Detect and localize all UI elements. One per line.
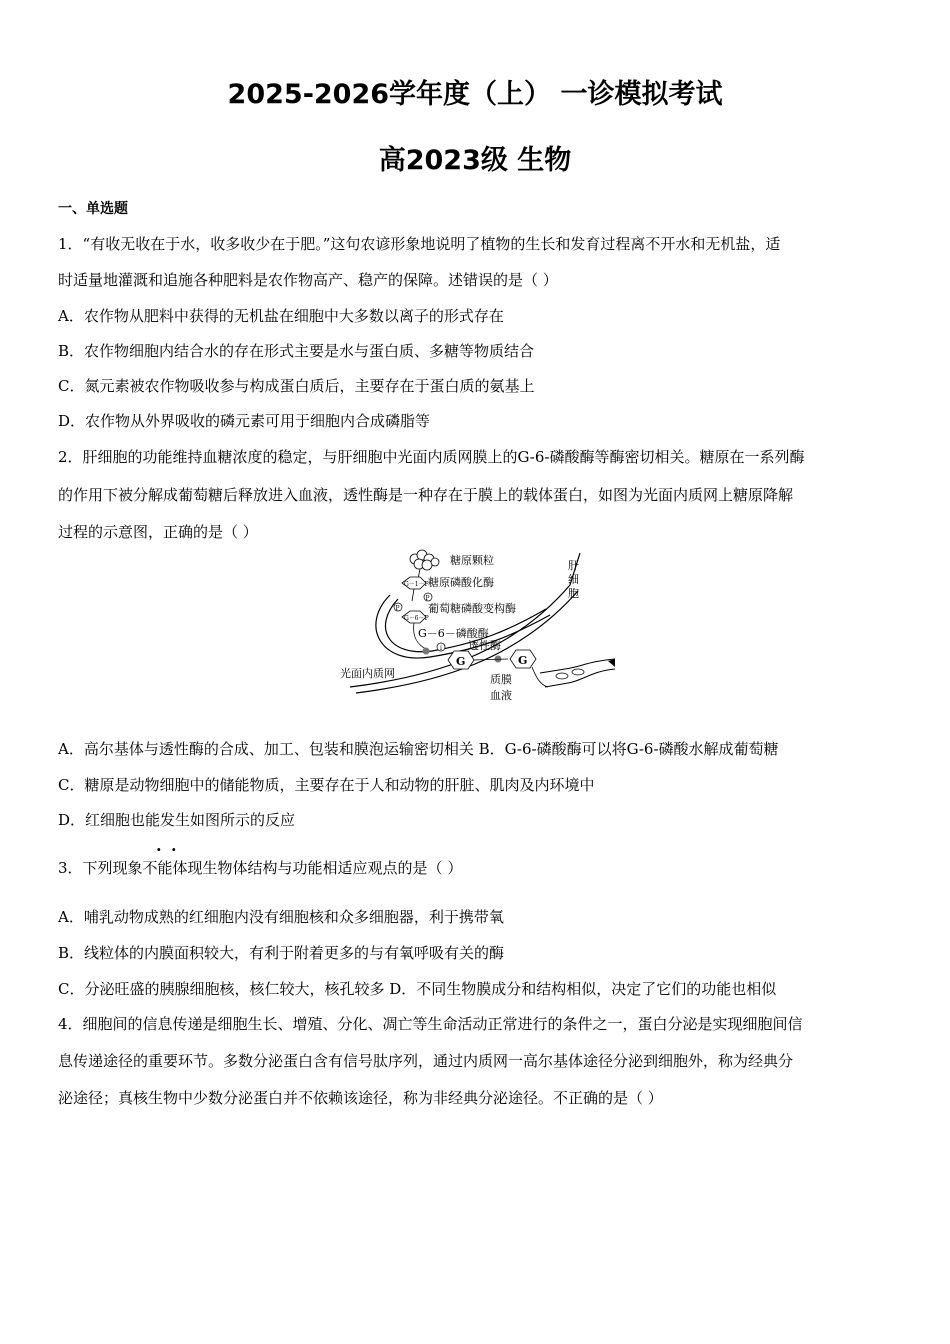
label-permease: 透性酶	[468, 639, 501, 652]
emphasis-dot: ·	[156, 840, 162, 859]
glycogen-degradation-figure	[340, 545, 620, 705]
q1-option-c: C．氮元素被农作物吸收参与构成蛋白质后，主要存在于蛋白质的氨基上	[58, 377, 535, 395]
q3-stem: 3．下列现象不能体现生物体结构与功能相适应观点的是（ ）	[58, 859, 463, 877]
q1-stem-line1: 1．“有收无收在于水，收多收少在于肥。”这句农谚形象地说明了植物的生长和发育过程离不开水和无机盐，适	[58, 235, 781, 253]
q2-option-d: D．红细胞也能发生如图所示的反应	[58, 811, 296, 829]
emphasis-dot: ·	[171, 840, 177, 859]
exam-title: 2025-2026学年度（上） 一诊模拟考试	[227, 79, 723, 110]
label-liver-cell-1: 肝	[568, 559, 579, 572]
q3-options-cd: C．分泌旺盛的胰腺细胞核，核仁较大，核孔较多 D．不同生物膜成分和结构相似，决定了它们的功能也相似	[58, 980, 777, 998]
glycogen-granule-icon	[410, 550, 439, 570]
section-heading: 一、单选题	[58, 201, 128, 217]
q2-options-ab: A．高尔基体与透性酶的合成、加工、包装和膜泡运输密切相关 B．G-6-磷酸酶可以将G-6-磷酸水解成葡萄糖	[58, 740, 779, 758]
q2-stem-line3: 过程的示意图，正确的是（ ）	[58, 523, 258, 541]
label-er: 光面内质网	[340, 667, 395, 680]
label-g-2: G	[518, 654, 528, 667]
q1-option-b: B．农作物细胞内结合水的存在形式主要是水与蛋白质、多糖等物质结合	[58, 342, 535, 360]
q4-stem-line2: 息传递途径的重要环节。多数分泌蛋白含有信号肽序列，通过内质网一高尔基体途径分泌到细胞外，称为经典分	[58, 1052, 794, 1070]
q2-stem-line2: 的作用下被分解成葡萄糖后释放进入血液，透性酶是一种存在于膜上的载体蛋白，如图为光面内质网上糖原降解	[58, 486, 794, 504]
blood-cell-icon	[556, 673, 568, 679]
label-p-1: P	[425, 595, 430, 602]
q3-option-a: A．哺乳动物成熟的红细胞内没有细胞核和众多细胞器，利于携带氧	[58, 908, 504, 926]
label-membrane: 质膜	[490, 673, 512, 686]
blood-cell-icon	[572, 669, 584, 675]
q2-stem-line1: 2．肝细胞的功能维持血糖浓度的稳定，与肝细胞中光面内质网膜上的G-6-磷酸酶等酶密切相关。糖原在一系列酶	[58, 448, 805, 466]
label-g6pase: G－6－磷酸酶	[418, 627, 489, 640]
label-glycogen: 糖原颗粒	[450, 554, 494, 567]
label-mutase: 葡萄糖磷酸变构酶	[428, 602, 516, 615]
label-phosphorylase: 糖原磷酸化酶	[428, 576, 494, 589]
q1-option-d: D．农作物从外界吸收的磷元素可用于细胞内合成磷脂等	[58, 412, 431, 430]
label-g1p: G－1－P	[404, 581, 429, 588]
label-p-2: P	[395, 605, 400, 612]
label-liver-cell-3: 胞	[568, 587, 579, 600]
exam-subtitle: 高2023级 生物	[378, 145, 572, 176]
q2-option-c: C．糖原是动物细胞中的储能物质，主要存在于人和动物的肝脏、肌肉及内环境中	[58, 776, 595, 794]
q1-stem-line2: 时适量地灌溉和追施各种肥料是农作物高产、稳产的保障。述错误的是（ ）	[58, 271, 558, 289]
label-i: i	[440, 645, 442, 652]
label-liver-cell-2: 细	[568, 573, 579, 586]
label-g6p: G－6－P	[404, 615, 429, 622]
blood-flow-arrow-icon	[608, 659, 615, 667]
q1-option-a: A．农作物从肥料中获得的无机盐在细胞中大多数以离子的形式存在	[58, 307, 504, 325]
label-blood: 血液	[490, 689, 512, 702]
q4-stem-line1: 4．细胞间的信息传递是细胞生长、增殖、分化、凋亡等生命活动正常进行的条件之一，蛋白分泌是实现细胞间信	[58, 1015, 803, 1033]
q3-option-b: B．线粒体的内膜面积较大，有利于附着更多的与有氧呼吸有关的酶	[58, 944, 505, 962]
g6pase-enzyme-icon	[423, 648, 430, 655]
label-g-1: G	[456, 655, 466, 668]
q4-stem-line3: 泌途径；真核生物中少数分泌蛋白并不依赖该途径，称为非经典分泌途径。不正确的是（ ）	[58, 1089, 663, 1107]
